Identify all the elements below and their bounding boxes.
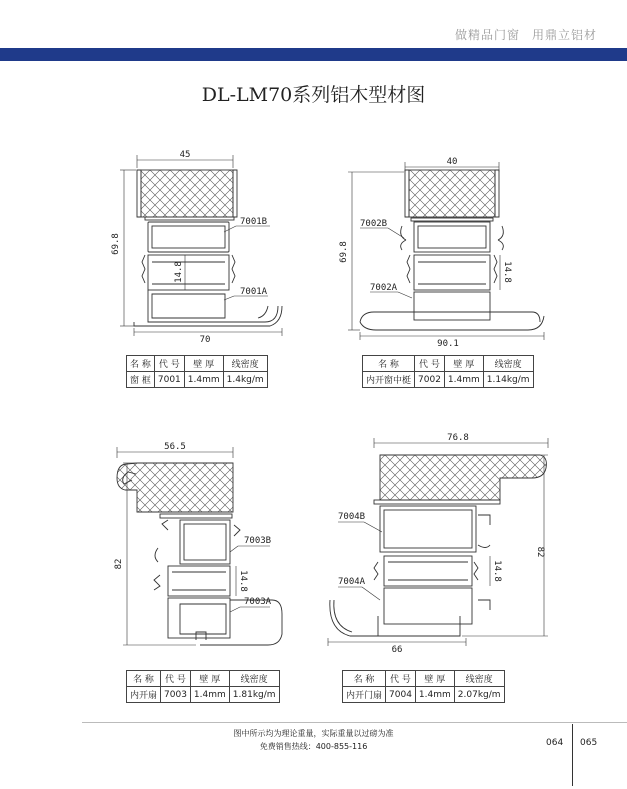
spec-table-7004 bbox=[342, 670, 505, 703]
part-7003a-label: 7003A bbox=[244, 597, 272, 607]
col-thickness: 壁 厚 bbox=[444, 356, 483, 372]
profile-thickness: 1.4mm bbox=[184, 372, 223, 388]
dim-7003-top: 56.5 bbox=[164, 442, 186, 452]
col-thickness: 壁 厚 bbox=[184, 356, 223, 372]
page-divider bbox=[572, 724, 573, 786]
profile-7004-drawing bbox=[330, 455, 547, 636]
profile-name: 内开窗中梃 bbox=[363, 372, 415, 388]
dim-7004-top: 76.8 bbox=[447, 433, 469, 443]
dim-7004-height: 82 bbox=[535, 546, 545, 558]
part-7001a-label: 7001A bbox=[240, 287, 268, 297]
profile-name: 内开门扇 bbox=[343, 687, 386, 703]
footer-divider bbox=[82, 722, 627, 723]
col-name: 名 称 bbox=[343, 671, 386, 687]
profile-thickness: 1.4mm bbox=[444, 372, 483, 388]
dim-7003-mid: 14.8 bbox=[238, 570, 248, 592]
dim-7001-mid: 14.8 bbox=[174, 261, 184, 283]
col-density: 线密度 bbox=[454, 671, 504, 687]
spec-table-7003 bbox=[126, 670, 280, 703]
dim-7002-top: 40 bbox=[446, 157, 458, 167]
wood-block bbox=[409, 170, 495, 217]
dim-7001-height: 69.8 bbox=[111, 233, 121, 255]
col-density: 线密度 bbox=[483, 356, 533, 372]
dim-7001-top: 45 bbox=[179, 150, 191, 160]
col-density: 线密度 bbox=[223, 356, 267, 372]
part-7004a-label: 7004A bbox=[338, 577, 366, 587]
profile-7001-drawing bbox=[134, 170, 282, 326]
footer-hotline: 免费销售热线：400-855-116 bbox=[259, 742, 368, 751]
table-row bbox=[127, 687, 280, 703]
spec-table-7002 bbox=[362, 355, 534, 388]
part-7004b-label: 7004B bbox=[338, 512, 366, 522]
dim-7002-height: 69.8 bbox=[339, 241, 349, 263]
profile-code: 7002 bbox=[415, 372, 445, 388]
table-row bbox=[127, 372, 268, 388]
col-name: 名 称 bbox=[127, 356, 155, 372]
dim-7001-bottom: 70 bbox=[199, 335, 211, 345]
col-name: 名 称 bbox=[127, 671, 161, 687]
part-7002a-label: 7002A bbox=[370, 283, 398, 293]
part-7002b-label: 7002B bbox=[360, 219, 388, 229]
spec-table-7001 bbox=[126, 355, 268, 388]
dim-7003-height: 82 bbox=[114, 558, 124, 570]
col-density: 线密度 bbox=[229, 671, 279, 687]
profile-density: 1.14kg/m bbox=[483, 372, 533, 388]
profile-code: 7001 bbox=[154, 372, 184, 388]
dim-7002-bottom: 90.1 bbox=[437, 339, 459, 349]
profile-density: 1.81kg/m bbox=[229, 687, 279, 703]
profile-density: 2.07kg/m bbox=[454, 687, 504, 703]
part-7003b-label: 7003B bbox=[244, 536, 272, 546]
slogan-2: 用鼎立铝材 bbox=[531, 28, 597, 42]
page-number-left: 064 bbox=[546, 738, 564, 748]
part-7001b-label: 7001B bbox=[240, 217, 268, 227]
footer-note: 图中所示均为理论重量，实际重量以过磅为准 bbox=[233, 729, 394, 738]
page-title: DL-LM70系列铝木型材图 bbox=[201, 84, 426, 106]
profile-code: 7004 bbox=[386, 687, 416, 703]
page-number-right: 065 bbox=[580, 738, 598, 748]
col-code: 代 号 bbox=[415, 356, 445, 372]
col-thickness: 壁 厚 bbox=[415, 671, 454, 687]
dim-7004-bottom: 66 bbox=[391, 645, 403, 655]
col-code: 代 号 bbox=[386, 671, 416, 687]
profile-7003-drawing bbox=[117, 463, 282, 645]
col-thickness: 壁 厚 bbox=[190, 671, 229, 687]
dim-7002-mid: 14.8 bbox=[502, 261, 512, 283]
slogan-1: 做精品门窗 bbox=[454, 28, 520, 42]
profile-thickness: 1.4mm bbox=[190, 687, 229, 703]
col-name: 名 称 bbox=[363, 356, 415, 372]
profile-density: 1.4kg/m bbox=[223, 372, 267, 388]
col-code: 代 号 bbox=[161, 671, 191, 687]
profile-name: 内开扇 bbox=[127, 687, 161, 703]
table-row bbox=[363, 372, 534, 388]
profile-thickness: 1.4mm bbox=[415, 687, 454, 703]
wood-block bbox=[117, 463, 233, 512]
profile-name: 窗 框 bbox=[127, 372, 155, 388]
dim-7004-mid: 14.8 bbox=[492, 560, 502, 582]
wood-block bbox=[141, 170, 233, 217]
table-row bbox=[343, 687, 505, 703]
profile-7002-drawing bbox=[360, 170, 544, 330]
col-code: 代 号 bbox=[154, 356, 184, 372]
wood-block bbox=[380, 455, 546, 500]
profile-code: 7003 bbox=[161, 687, 191, 703]
